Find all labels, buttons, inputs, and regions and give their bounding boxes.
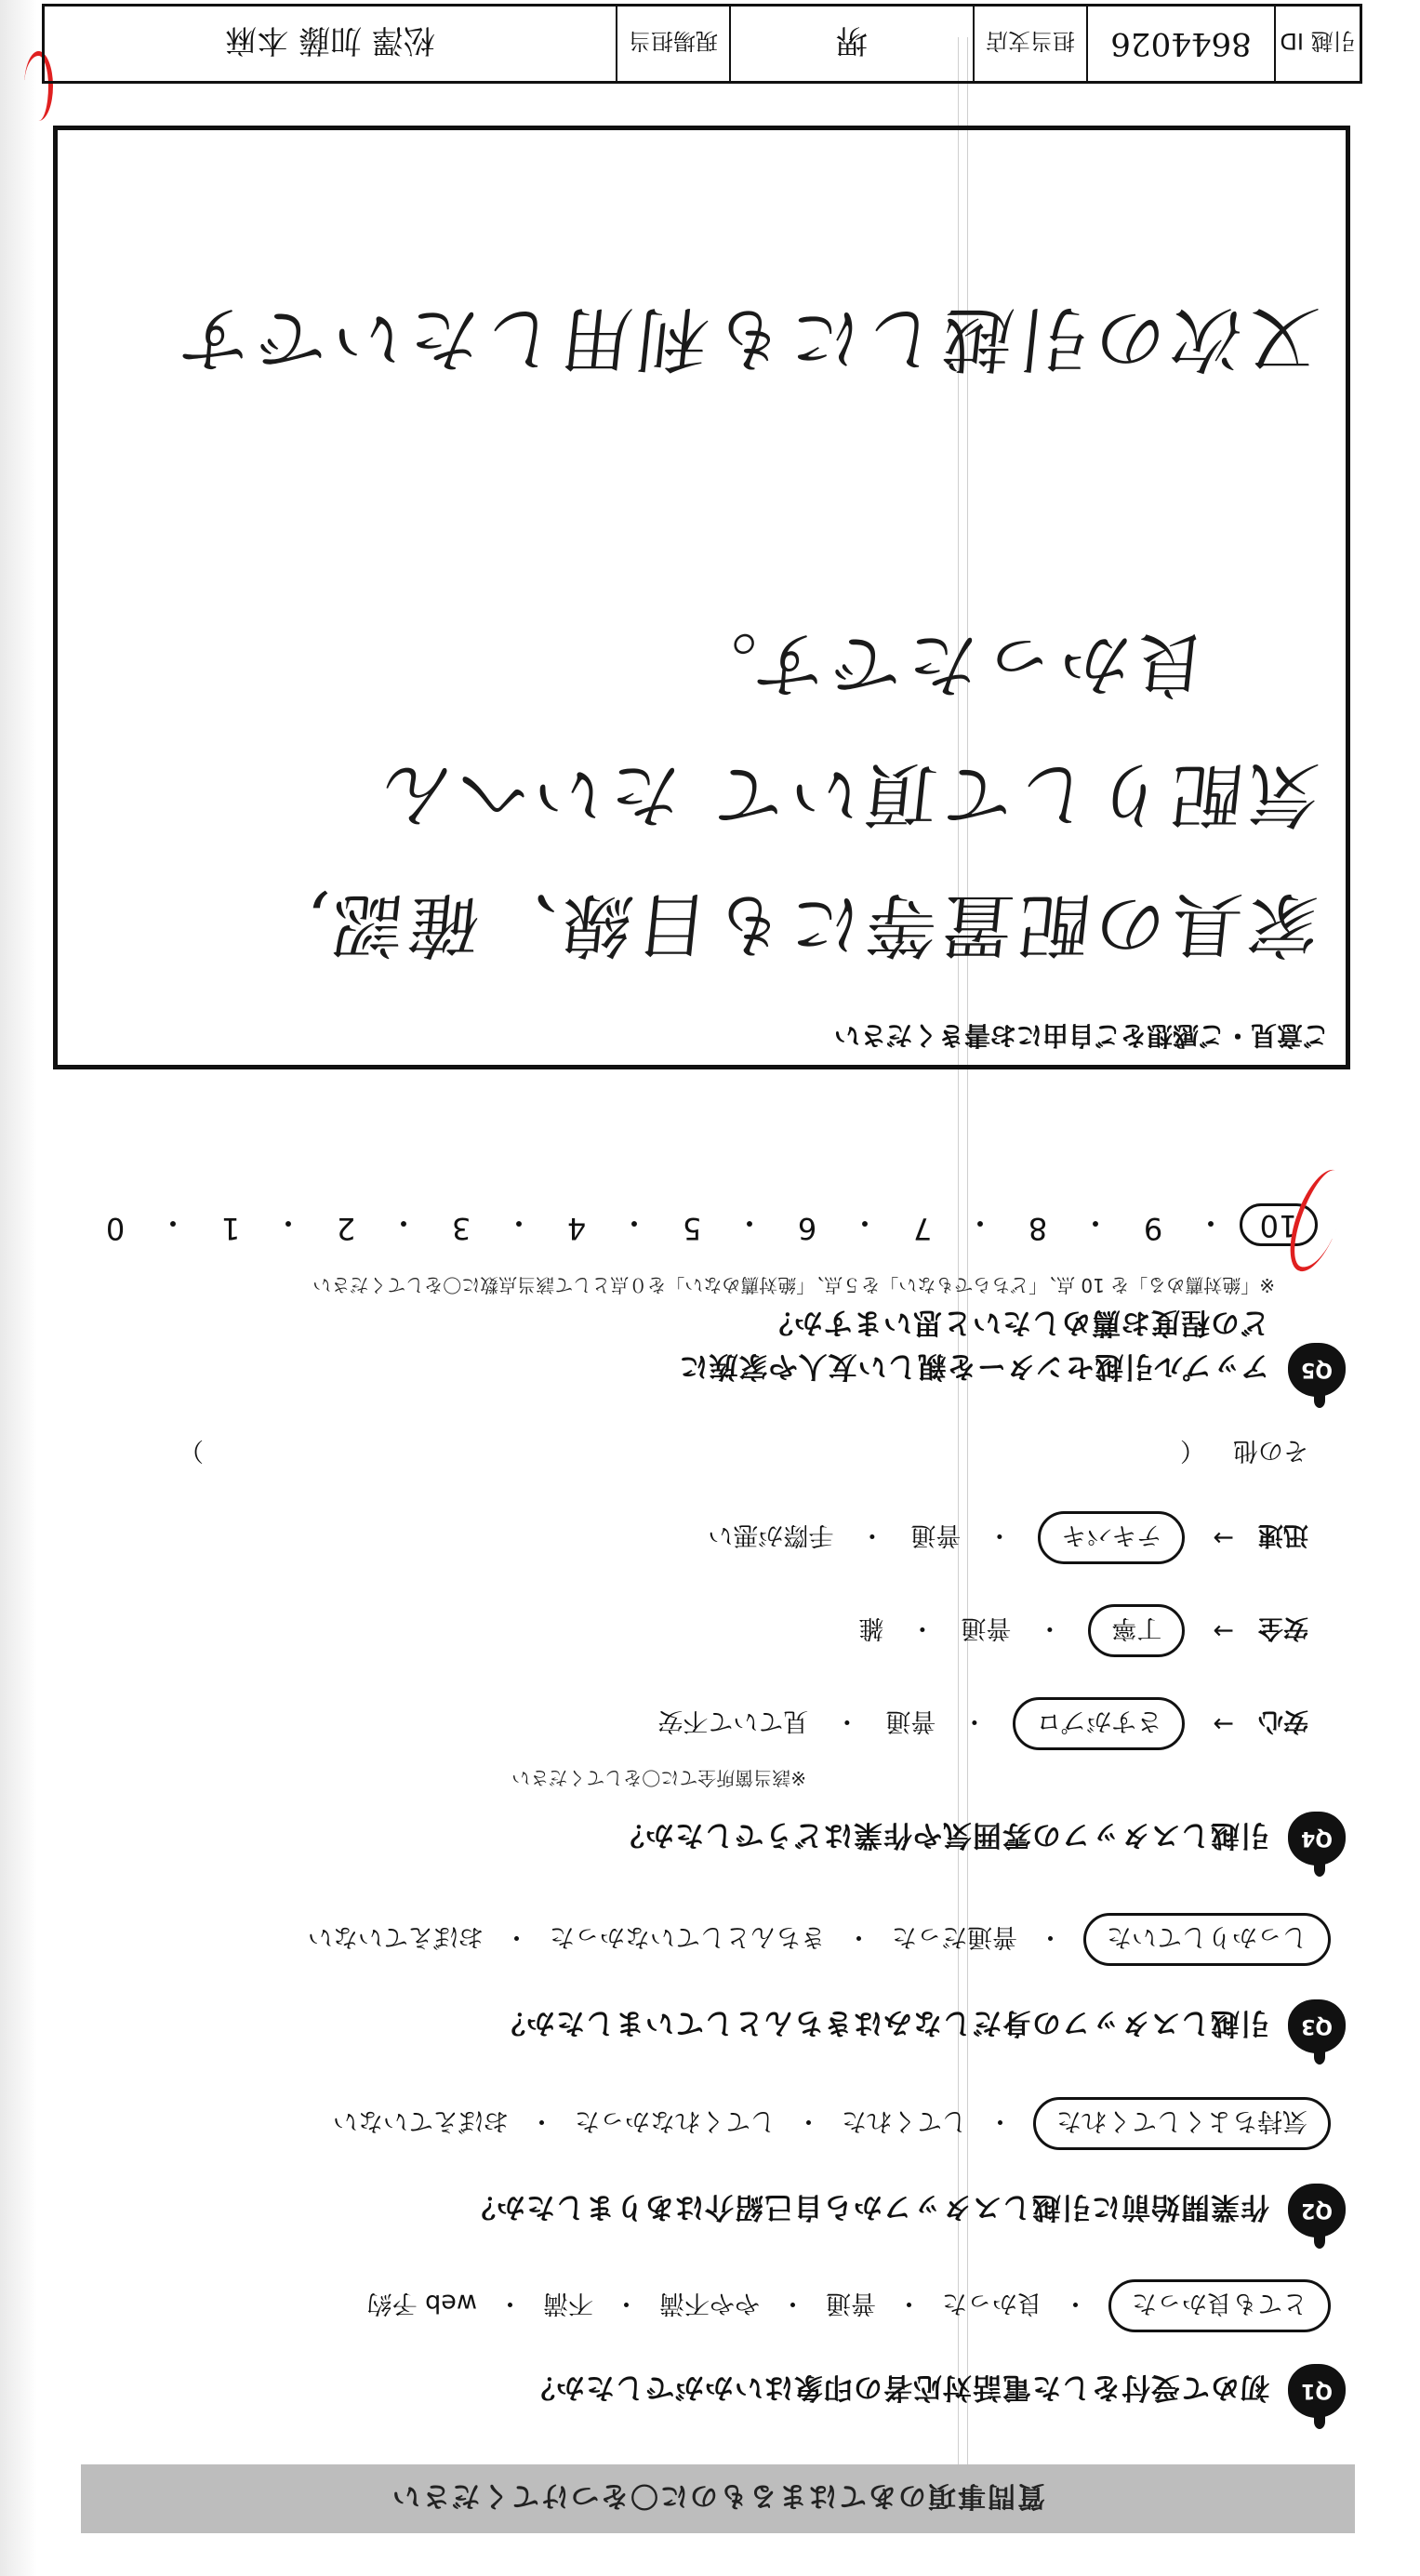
score-option[interactable]: 3 — [451, 1211, 471, 1246]
score-option[interactable]: 0 — [105, 1211, 126, 1246]
other-close-paren: ） — [179, 1436, 204, 1465]
row-label: 迅速 — [1258, 1520, 1308, 1549]
q4-option[interactable]: 普通 — [910, 1520, 962, 1549]
lead-label: 現場担当 — [616, 7, 729, 81]
other-label: その他 — [1233, 1436, 1308, 1465]
q4-option[interactable]: 雑 — [858, 1613, 884, 1642]
score-option[interactable]: 2 — [336, 1211, 356, 1246]
q4-option[interactable]: 普通 — [961, 1613, 1012, 1642]
score-option[interactable]: 6 — [797, 1211, 817, 1246]
branch-value[interactable]: 堺 — [729, 7, 973, 81]
q1-text: 初めて受付をした電話対応者の印象はいかがでしたか？ — [525, 2370, 1269, 2405]
question-q2 — [466, 2184, 1346, 2237]
arrow-right-icon: → — [1213, 1523, 1234, 1552]
q2-option[interactable]: 気持ちよくしてくれた — [1033, 2097, 1331, 2150]
q3-option[interactable]: きちんとしていなかった — [550, 1922, 826, 1951]
comment-line-3: 良かったです。 — [674, 623, 1212, 706]
q1-option[interactable]: 良かった — [942, 2289, 1042, 2317]
q4-row-anshin: 安心 → さすがプロ ・ 普通 ・ 見ていて不安 — [657, 1697, 1308, 1750]
q4-icon: Q4 — [1288, 1812, 1346, 1866]
q3-text: 引越しスタッフの身だしなみはきちんとしていましたか？ — [496, 2006, 1269, 2040]
q4-option[interactable]: テキパキ — [1038, 1511, 1185, 1564]
q1-option[interactable]: 不満 — [543, 2289, 593, 2317]
question-q5 — [679, 1343, 1346, 1397]
q3-options: しっかりしていた ・ 普通だった ・ きちんとしていなかった ・ おぼえていない — [308, 1913, 1331, 1966]
score-option[interactable]: 1 — [220, 1211, 241, 1246]
q4-option[interactable]: 普通 — [885, 1706, 936, 1735]
q5-icon: Q5 — [1288, 1343, 1346, 1397]
other-open-paren: （ — [1180, 1436, 1205, 1465]
score-option[interactable]: 8 — [1028, 1211, 1048, 1246]
page-edge-shadow — [0, 0, 37, 2576]
q4-option[interactable]: 手際が悪い — [708, 1520, 834, 1549]
score-option[interactable]: 10 — [1240, 1203, 1318, 1246]
banner-text: 質問事項のあてはまるものに〇をつけてください — [391, 2479, 1045, 2512]
q2-text: 作業開始前に引越しスタッフから自己紹介はありましたか？ — [466, 2190, 1269, 2224]
q4-row-other — [100, 1435, 1308, 1471]
q1-icon: Q1 — [1288, 2364, 1346, 2418]
branch-label: 担当支店 — [973, 7, 1086, 81]
q5-note: ※「絶対薦める」を 10 点、「どちらでもない」を５点、「絶対薦めない」を０点として該当点数に〇をしてください — [312, 1274, 1275, 1296]
q4-option[interactable]: 見ていて不安 — [657, 1706, 809, 1735]
instruction-banner — [81, 2464, 1355, 2533]
q4-text: 引越しスタッフの雰囲気や作業はどうでしたか？ — [615, 1818, 1269, 1852]
comment-line-4: 又次の引越しにも利用したいです — [169, 298, 1323, 380]
q3-option[interactable]: しっかりしていた — [1083, 1913, 1331, 1966]
q4-row-anzen: 安全 → 丁寧 ・ 普通 ・ 雑 — [858, 1604, 1308, 1657]
q1-option[interactable]: 普通 — [826, 2289, 876, 2317]
comment-box[interactable] — [53, 126, 1350, 1069]
score-option[interactable]: 7 — [912, 1211, 933, 1246]
score-option[interactable]: 4 — [566, 1211, 587, 1246]
score-option[interactable]: 5 — [682, 1211, 702, 1246]
row-label: 安全 — [1258, 1613, 1308, 1642]
question-q1 — [525, 2364, 1346, 2418]
q1-option[interactable]: やや不満 — [659, 2289, 760, 2317]
nps-scale: 10 ・ 9 ・ 8 ・ 7 ・ 6 ・ 5 ・ 4 ・ 3 ・ 2 ・ 1 ・ 0 — [86, 1203, 1318, 1246]
comment-line-1: 家具の配置等にも目線、確認, — [294, 883, 1323, 966]
score-option[interactable]: 9 — [1143, 1211, 1163, 1246]
comment-line-2: 気配りして頂いて たいへん — [370, 753, 1323, 836]
comment-heading: ご意見・ご感想をご自由にお書きください — [833, 1020, 1329, 1051]
id-value[interactable]: 8644026 — [1086, 7, 1274, 81]
q3-option[interactable]: 普通だった — [892, 1922, 1017, 1951]
q2-option[interactable]: おぼえていない — [333, 2106, 509, 2135]
q5-line2: どの程度お薦めしたいと思いますか？ — [763, 1306, 1269, 1339]
q5-line1: アップル引越センターを親しい友人や家族に — [678, 1349, 1269, 1384]
q1-options: とても良かった ・ 良かった ・ 普通 ・ やや不満 ・ 不満 ・ web 予約 — [367, 2279, 1331, 2332]
row-label: 安心 — [1258, 1706, 1308, 1735]
q4-option[interactable]: 丁寧 — [1088, 1604, 1185, 1657]
footer-id-table — [42, 4, 1362, 84]
question-q3 — [496, 1999, 1346, 2053]
q3-option[interactable]: おぼえていない — [308, 1922, 484, 1951]
q1-option[interactable]: web 予約 — [366, 2289, 477, 2317]
q4-row-jinsoku: 迅速 → テキパキ ・ 普通 ・ 手際が悪い — [708, 1511, 1308, 1564]
q2-option[interactable]: してくれた — [842, 2106, 967, 2135]
lead-value[interactable]: 松澤 加藤 本麻 — [225, 21, 435, 60]
q1-option[interactable]: とても良かった — [1108, 2279, 1331, 2332]
id-label: 引越 ID — [1274, 7, 1360, 81]
q3-icon: Q3 — [1288, 1999, 1346, 2053]
q4-option[interactable]: さすがプロ — [1013, 1697, 1185, 1750]
q2-option[interactable]: してくれなかった — [575, 2106, 776, 2135]
q2-options: 気持ちよくしてくれた ・ してくれた ・ してくれなかった ・ おぼえていない — [333, 2097, 1331, 2150]
arrow-right-icon: → — [1213, 1709, 1234, 1738]
arrow-right-icon: → — [1213, 1616, 1234, 1645]
q4-note: ※該当箇所全てに〇をしてください — [511, 1767, 806, 1789]
q2-icon: Q2 — [1288, 2184, 1346, 2237]
question-q4 — [615, 1812, 1346, 1866]
